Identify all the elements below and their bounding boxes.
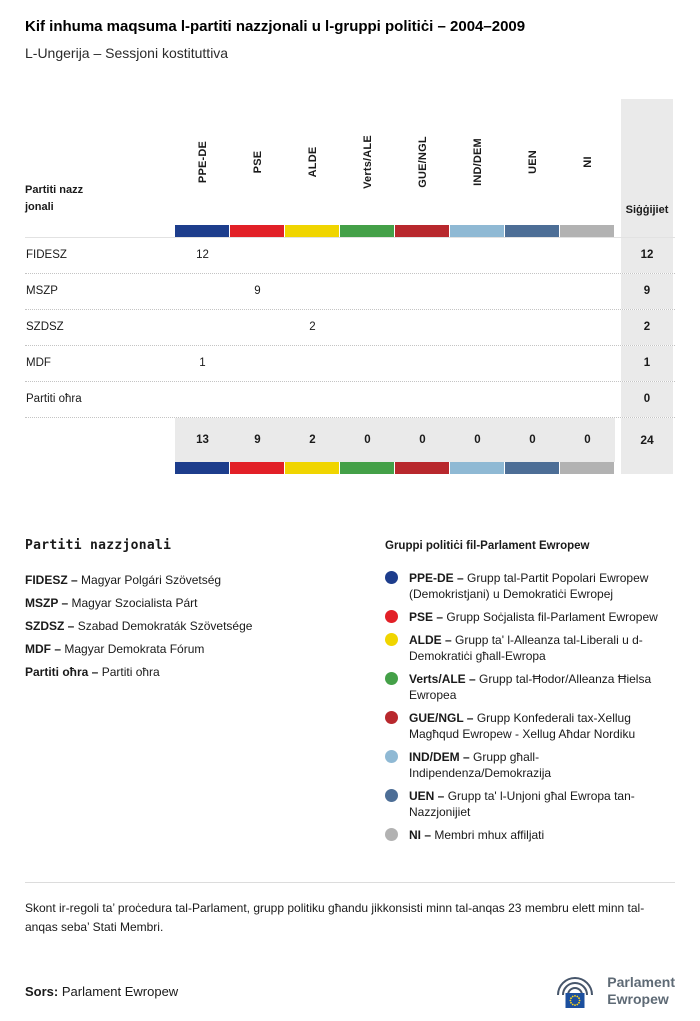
- table-row: [25, 382, 675, 418]
- seats-cell: 1: [621, 346, 673, 381]
- seats-column-cell: [621, 462, 673, 474]
- column-header-label: NI: [581, 156, 594, 168]
- legend-item: [385, 671, 665, 703]
- legend-item: [385, 609, 665, 625]
- group-abbr: UEN –: [409, 789, 445, 803]
- table-cell: [395, 310, 450, 345]
- row-header-label: Partiti nazzjonali: [25, 184, 84, 213]
- total-cell: 9: [230, 418, 285, 462]
- party-full-name: Magyar Demokrata Fórum: [64, 642, 205, 656]
- party-abbr: MDF –: [25, 642, 61, 656]
- hemicycle-arcs-icon: [552, 971, 598, 1011]
- table-cell: [395, 382, 450, 417]
- table-cell: [450, 382, 505, 417]
- column-header-gue-ngl: [395, 99, 450, 225]
- table-cell: [505, 310, 560, 345]
- seats-cell: 0: [621, 382, 673, 417]
- page-subtitle: L-Ungerija – Sessjoni kostituttiva: [25, 45, 229, 61]
- legend-item: [385, 710, 665, 742]
- total-cell: 0: [560, 418, 615, 462]
- table-cell: [340, 346, 395, 381]
- legend-color-dot: [385, 711, 398, 724]
- group-abbr: Verts/ALE –: [409, 672, 476, 686]
- group-desc: Membri mhux affiljati: [434, 828, 545, 842]
- column-header-ind-dem: [450, 99, 505, 225]
- color-bar-verts-ale: [340, 462, 395, 474]
- logo-text: [607, 974, 675, 1008]
- color-bar-ppe-de: [175, 225, 230, 237]
- table-cell: [340, 382, 395, 417]
- column-header-ni: [560, 99, 615, 225]
- table-row: [25, 238, 675, 274]
- color-bar-alde: [285, 225, 340, 237]
- eu-flag-icon: [566, 993, 585, 1008]
- total-cell: 0: [450, 418, 505, 462]
- table-cell: [340, 274, 395, 309]
- table-cell: [560, 382, 615, 417]
- legend-item: [25, 665, 385, 679]
- table-cell: [175, 274, 230, 309]
- table-cell: [285, 238, 340, 273]
- column-header-label: PPE-DE: [196, 140, 209, 184]
- column-header-label: UEN: [526, 150, 539, 174]
- table-cell: [230, 238, 285, 273]
- color-bar-pse: [230, 225, 285, 237]
- source-name: Parlament Ewropew: [61, 983, 179, 999]
- table-cell: [560, 310, 615, 345]
- party-full-name: Magyar Polgári Szövetség: [81, 573, 222, 587]
- legend-text: [409, 788, 665, 820]
- empty-cell: [25, 225, 175, 237]
- legend-item: [385, 570, 665, 602]
- table-cell: [450, 274, 505, 309]
- seats-cell: 12: [621, 238, 673, 273]
- table-cell: [340, 310, 395, 345]
- column-header-pse: [230, 99, 285, 225]
- table-cell: [395, 274, 450, 309]
- table-cell: [505, 346, 560, 381]
- group-color-bar-row: [25, 225, 675, 238]
- column-header-label: IND/DEM: [471, 138, 484, 186]
- footer-note: Skont ir-regoli ta’ proċedura tal-Parlament, grupp politiku għandu jikkonsisti minn tal-anqas 23 membru elett minn tal-anqas seba’ Stati Membri.: [25, 882, 675, 937]
- legend-item: [385, 749, 665, 781]
- party-full-name: Magyar Szocialista Párt: [71, 596, 198, 610]
- legend-text: [409, 570, 665, 602]
- party-full-name: Partiti oħra: [101, 665, 160, 679]
- table-cell: [230, 310, 285, 345]
- group-abbr: IND/DEM –: [409, 750, 470, 764]
- table-cell: [560, 274, 615, 309]
- column-header-label: ALDE: [306, 146, 319, 178]
- group-abbr: NI –: [409, 828, 432, 842]
- color-bar-uen: [505, 462, 560, 474]
- group-legend-title: Gruppi politiċi fil-Parlament Ewropew: [385, 540, 590, 552]
- legend-text: [409, 710, 665, 742]
- legend-text: [409, 609, 658, 625]
- table-cell: [560, 346, 615, 381]
- color-bar-pse: [230, 462, 285, 474]
- color-bar-ppe-de: [175, 462, 230, 474]
- table-cell: [505, 382, 560, 417]
- table-row: [25, 346, 675, 382]
- legend-color-dot: [385, 789, 398, 802]
- logo-line2: Ewropew: [607, 991, 669, 1007]
- color-bar-ind-dem: [450, 225, 505, 237]
- seats-cell: 9: [621, 274, 673, 309]
- legend-item: [25, 619, 385, 633]
- group-desc: Grupp għall-Indipendenza/Demokrazija: [409, 750, 552, 780]
- group-abbr: ALDE –: [409, 633, 452, 647]
- legends-section: [25, 538, 675, 850]
- seats-cell: 2: [621, 310, 673, 345]
- empty-cell: [25, 462, 175, 474]
- group-legend: [385, 538, 665, 850]
- color-bar-verts-ale: [340, 225, 395, 237]
- table-cell: [285, 382, 340, 417]
- table-row: [25, 310, 675, 346]
- table-cell: [230, 346, 285, 381]
- table-cell: 2: [309, 321, 316, 333]
- total-cell: 13: [175, 418, 230, 462]
- legend-text: [409, 671, 665, 703]
- total-cell: 2: [285, 418, 340, 462]
- legend-text: [409, 632, 665, 664]
- table-cell: [285, 274, 340, 309]
- table-cell: [395, 238, 450, 273]
- table-row: [25, 274, 675, 310]
- table-cell: [230, 382, 285, 417]
- seats-column-cell: [621, 225, 673, 237]
- table-cell: [505, 238, 560, 273]
- party-full-name: Szabad Demokraták Szövetsége: [77, 619, 253, 633]
- table-header-row: [25, 99, 675, 225]
- table-cell: 9: [254, 285, 261, 297]
- party-name: Partiti oħra: [26, 393, 82, 405]
- party-abbr: SZDSZ –: [25, 619, 75, 633]
- group-abbr: PSE –: [409, 610, 444, 624]
- table-cell: [450, 238, 505, 273]
- legend-item: [385, 827, 665, 843]
- group-desc: Grupp ta' l-Alleanza tal-Liberali u d-Demokratiċi għall-Ewropa: [409, 633, 643, 663]
- color-bar-ni: [560, 225, 615, 237]
- table-cell: 12: [196, 249, 209, 261]
- row-header-cell: [25, 99, 175, 225]
- legend-item: [385, 788, 665, 820]
- legend-item: [25, 596, 385, 610]
- table-cell: [175, 310, 230, 345]
- table-cell: [505, 274, 560, 309]
- party-legend: [25, 538, 385, 850]
- footer-bar: [25, 971, 675, 1011]
- party-abbr: Partiti oħra –: [25, 665, 99, 679]
- legend-item: [25, 573, 385, 587]
- legend-color-dot: [385, 750, 398, 763]
- column-header-uen: [505, 99, 560, 225]
- group-desc: Grupp tal-Partit Popolari Ewropew (Demokristjani) u Demokratiċi Ewropej: [409, 571, 649, 601]
- table-cell: [450, 346, 505, 381]
- legend-color-dot: [385, 610, 398, 623]
- column-header-label: PSE: [251, 150, 264, 174]
- group-desc: Grupp ta' l-Unjoni għal Ewropa tan-Nazzjonijiet: [409, 789, 635, 819]
- color-bar-ni: [560, 462, 615, 474]
- column-header-label: Verts/ALE: [361, 135, 374, 189]
- party-name: MSZP: [26, 285, 58, 297]
- table-cell: [560, 238, 615, 273]
- color-bar-gue-ngl: [395, 462, 450, 474]
- party-name: MDF: [26, 357, 51, 369]
- logo-line1: Parlament: [607, 974, 675, 990]
- color-bar-alde: [285, 462, 340, 474]
- group-desc: Grupp Soċjalista fil-Parlament Ewropew: [446, 610, 658, 624]
- party-name: SZDSZ: [26, 321, 64, 333]
- seats-header-cell: Siġġijiet: [621, 99, 673, 225]
- legend-text: [409, 749, 665, 781]
- legend-item: [25, 642, 385, 656]
- color-bar-uen: [505, 225, 560, 237]
- group-abbr: GUE/NGL –: [409, 711, 474, 725]
- column-header-alde: [285, 99, 340, 225]
- legend-color-dot: [385, 828, 398, 841]
- legend-text: [409, 827, 544, 843]
- group-desc: Grupp Konfederali tax-Xellug Magħqud Ewropew - Xellug Aħdar Nordiku: [409, 711, 636, 741]
- legend-color-dot: [385, 633, 398, 646]
- source-label: Sors:: [25, 983, 59, 999]
- total-cell: 0: [505, 418, 560, 462]
- page-title: Kif inhuma maqsuma l-partiti nazzjonali u l-gruppi politiċi – 2004–2009: [25, 18, 526, 35]
- party-abbr: MSZP –: [25, 596, 69, 610]
- empty-cell: [25, 418, 175, 462]
- legend-color-dot: [385, 672, 398, 685]
- color-bar-ind-dem: [450, 462, 505, 474]
- column-header-ppe-de: [175, 99, 230, 225]
- table-cell: 1: [199, 357, 206, 369]
- total-seats-cell: 24: [621, 418, 673, 462]
- group-abbr: PPE-DE –: [409, 571, 464, 585]
- results-table: [25, 99, 675, 474]
- party-name: FIDESZ: [26, 249, 67, 261]
- total-cell: 0: [395, 418, 450, 462]
- group-color-bar-row: [25, 462, 675, 474]
- group-desc: Grupp tal-Ħodor/Alleanza Ħielsa Ewropea: [409, 672, 652, 702]
- source-line: [25, 984, 178, 999]
- color-bar-gue-ngl: [395, 225, 450, 237]
- column-header-verts-ale: [340, 99, 395, 225]
- ep-logo: [552, 971, 675, 1011]
- table-cell: [175, 382, 230, 417]
- column-header-label: GUE/NGL: [416, 136, 429, 188]
- legend-item: [385, 632, 665, 664]
- party-abbr: FIDESZ –: [25, 573, 78, 587]
- table-cell: [450, 310, 505, 345]
- table-cell: [395, 346, 450, 381]
- legend-color-dot: [385, 571, 398, 584]
- table-cell: [340, 238, 395, 273]
- party-legend-title: Partiti nazzjonali: [25, 538, 172, 553]
- total-cell: 0: [340, 418, 395, 462]
- table-cell: [285, 346, 340, 381]
- totals-row: [25, 418, 675, 462]
